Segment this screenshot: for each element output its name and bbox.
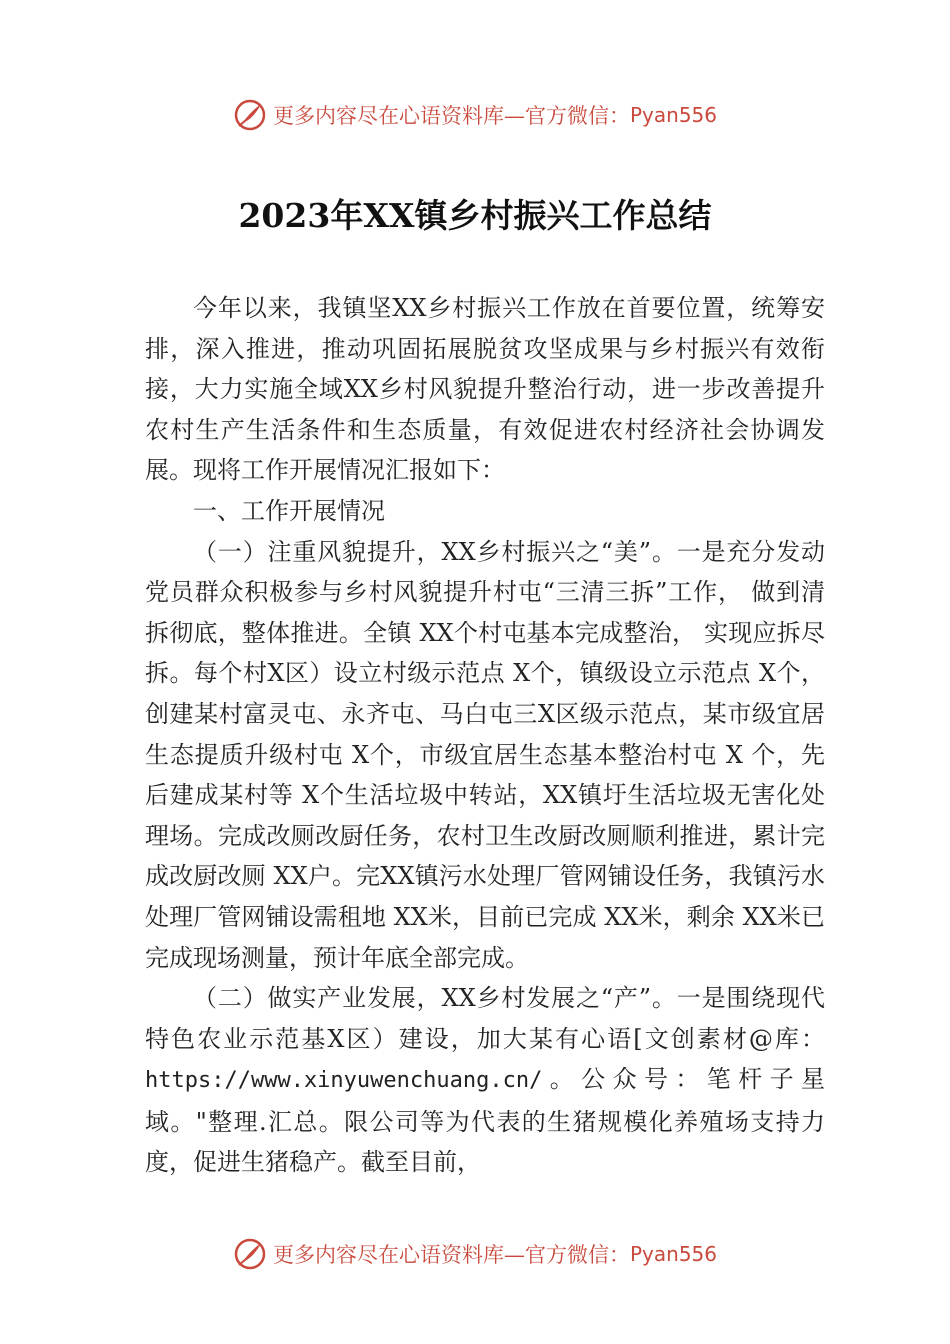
item-two-text-b: 。公众号：笔杆子星域。"整理.汇总。限公司等为代表的生猪规模化养殖场支持力度，促进生猪稳产。截至目前，: [145, 1065, 825, 1177]
item-two-text-a: （二）做实产业发展，XX乡村发展之“产”。一是围绕现代特色农业示范基X区）建设，加大某有心语[文创素材@库：: [145, 984, 825, 1053]
intro-paragraph: 今年以来，我镇坚XX乡村振兴工作放在首要位置，统筹安排，深入推进，推动巩固拓展脱贫攻坚成果与乡村振兴有效衔接，大力实施全域XX乡村风貌提升整治行动，进一步改善提升农村生产生活条件和生态质量，有效促进农村经济社会协调发展。现将工作开展情况汇报如下：: [145, 294, 825, 485]
item-two-url: https://www.xinyuwenchuang.cn/: [145, 1068, 543, 1094]
quill-logo-icon: [233, 98, 267, 132]
banner-text: 更多内容尽在心语资料库—官方微信：: [272, 1243, 630, 1267]
item-one-paragraph: （一）注重风貌提升，XX乡村振兴之“美”。一是充分发动党员群众积极参与乡村风貌提升村屯“三清三拆”工作， 做到清拆彻底，整体推进。全镇 XX个村屯基本完成整治， 实现应拆尽拆。每个村X区）设立村级示范点 X个，镇级设立示范点 X个，创建某村富灵屯、永齐屯、马白屯三X区级示范点，某市级宜居生态提质升级村屯 X个，市级宜居生态基本整治村屯 X 个，先后建成某村等 X个生活垃圾中转站，XX镇圩生活垃圾无害化处理场。完成改厕改厨任务，农村卫生改厨改厕顺利推进，累计完成改厨改厕 XX户。完XX镇污水处理厂管网铺设任务，我镇污水处理厂管网铺设需租地 XX米，目前已完成 XX米，剩余 XX米已完成现场测量，预计年底全部完成。: [145, 537, 825, 972]
item-two-paragraph: [145, 978, 825, 1183]
section-heading: 一、工作开展情况: [193, 496, 385, 525]
header-banner: [0, 95, 950, 135]
banner-wechat-id: Pyan556: [629, 1242, 717, 1266]
banner-text: 更多内容尽在心语资料库—官方微信：: [272, 104, 630, 128]
quill-logo-icon: [233, 1237, 267, 1271]
document-title: 2023年XX镇乡村振兴工作总结: [238, 196, 712, 235]
footer-banner: [0, 1234, 950, 1274]
banner-wechat-id: Pyan556: [629, 103, 717, 127]
document-body: [145, 288, 825, 1183]
